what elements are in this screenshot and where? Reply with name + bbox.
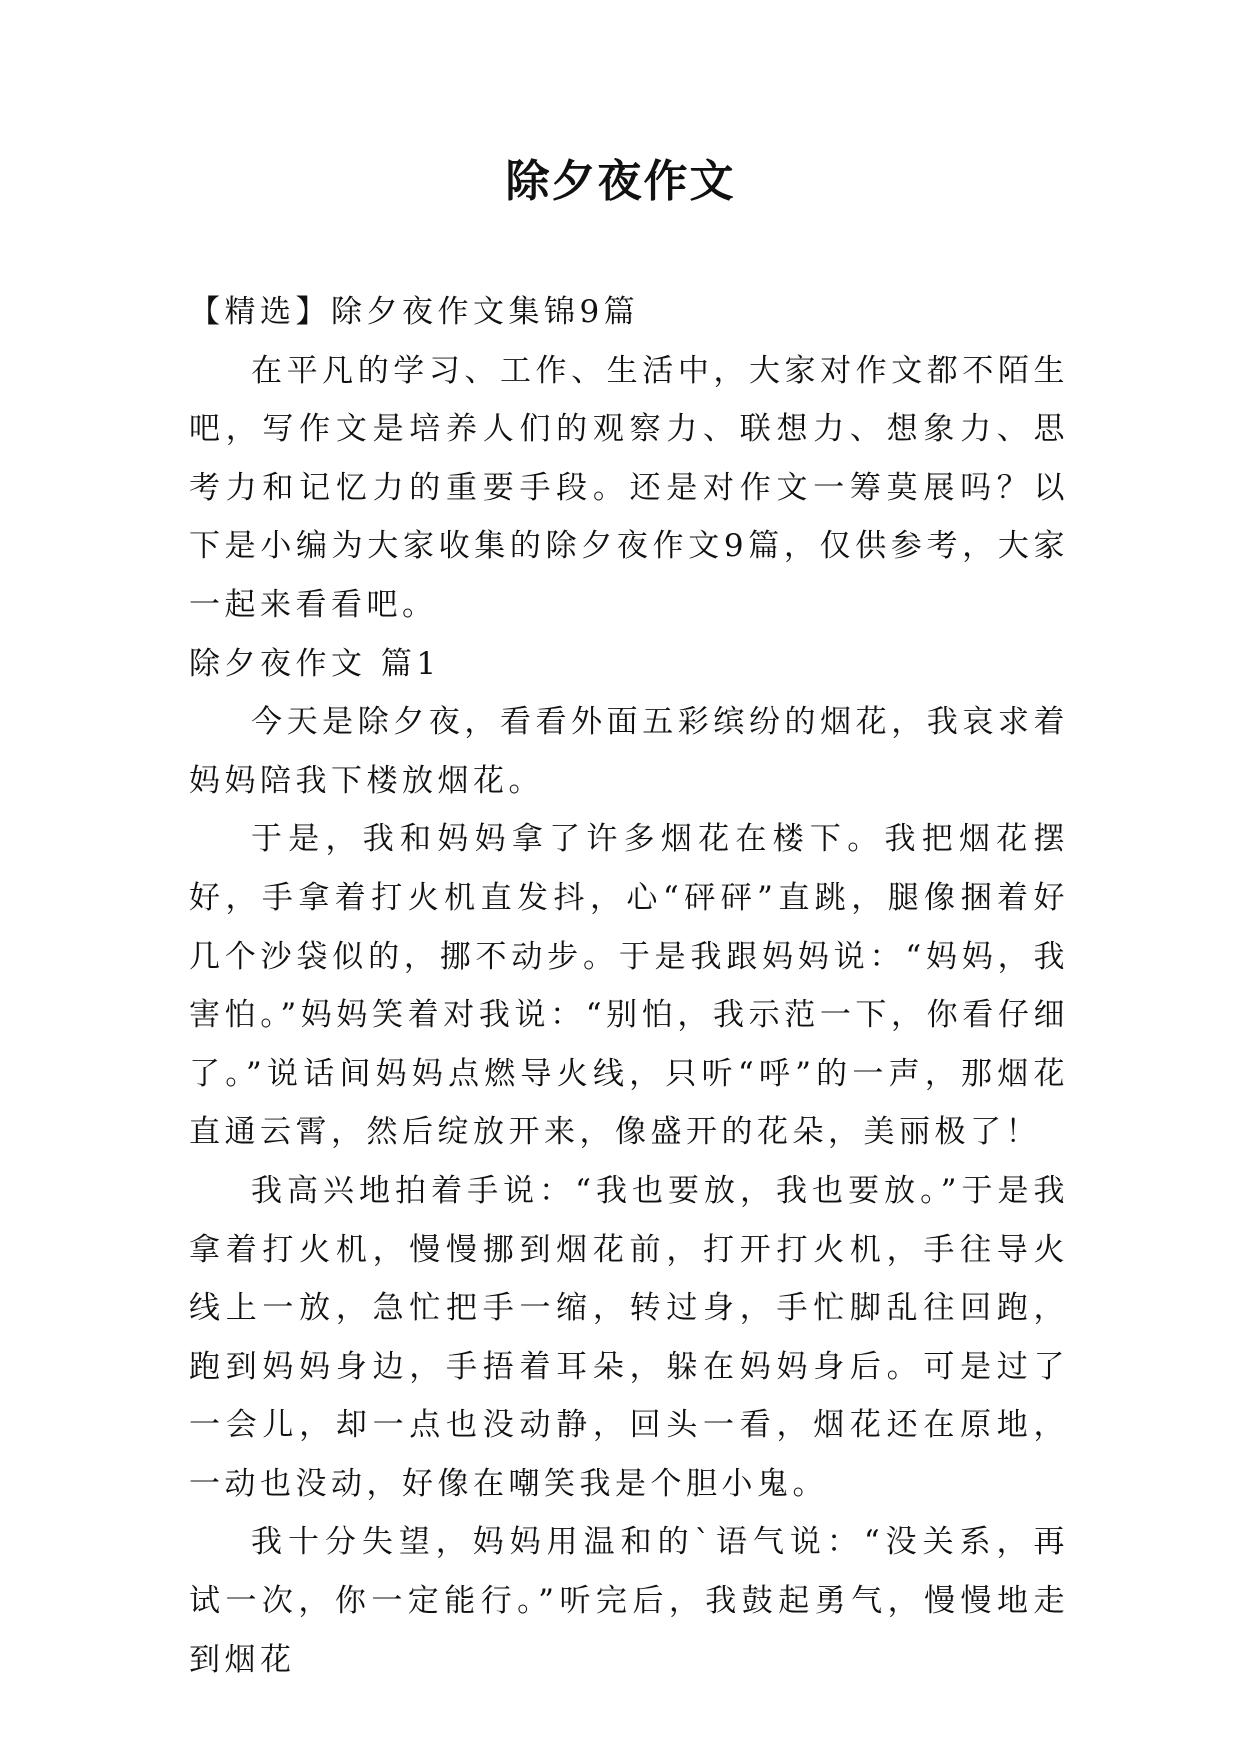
body-paragraph: 今天是除夕夜，看看外面五彩缤纷的烟花，我哀求着妈妈陪我下楼放烟花。 bbox=[189, 704, 1069, 799]
document-subtitle: 【精选】除夕夜作文集锦9篇 bbox=[189, 294, 640, 330]
body-paragraph: 我高兴地拍着手说：“我也要放，我也要放。”于是我拿着打火机，慢慢挪到烟花前，打开打火机，手往导火线上一放，急忙把手一缩，转过身，手忙脚乱往回跑，跑到妈妈身边，手捂着耳朵，躲在妈妈身后。可是过了一会儿，却一点也没动静，回头一看，烟花还在原地，一动也没动，好像在嘲笑我是个胆小鬼。 bbox=[189, 1172, 1069, 1502]
body-paragraph: 我十分失望，妈妈用温和的`语气说：“没关系，再试一次，你一定能行。”听完后，我鼓起勇气，慢慢地走到烟花 bbox=[189, 1524, 1069, 1678]
document-title: 除夕夜作文 bbox=[505, 156, 736, 207]
body-paragraph: 于是，我和妈妈拿了许多烟花在楼下。我把烟花摆好，手拿着打火机直发抖，心“砰砰”直跳，腿像捆着好几个沙袋似的，挪不动步。于是我跟妈妈说：“妈妈，我害怕。”妈妈笑着对我说：“别怕，我示范一下，你看仔细了。”说话间妈妈点燃导火线，只听“呼”的一声，那烟花直通云霄，然后绽放开来，像盛开的花朵，美丽极了！ bbox=[189, 821, 1069, 1151]
intro-paragraph: 在平凡的学习、工作、生活中，大家对作文都不陌生吧，写作文是培养人们的观察力、联想力、想象力、思考力和记忆力的重要手段。还是对作文一筹莫展吗？以下是小编为大家收集的除夕夜作文9篇，仅供参考，大家一起来看看吧。 bbox=[189, 352, 1069, 623]
section-heading: 除夕夜作文 篇1 bbox=[189, 645, 441, 682]
document-body bbox=[189, 283, 1069, 1689]
